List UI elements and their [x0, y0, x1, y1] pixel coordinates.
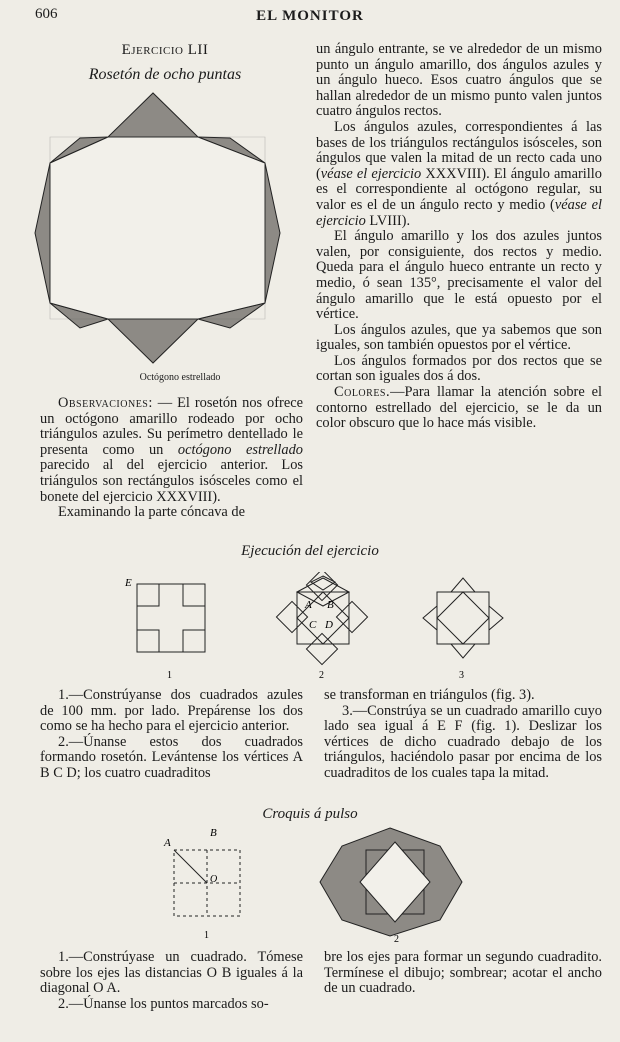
paragraph: 1.—Constrúyase un cuadrado. Tómese sobre los ejes las distancias O B iguales á la diagonal O A. [40, 949, 303, 997]
sketch-figures [150, 826, 490, 944]
letter-c: C [309, 619, 317, 631]
execution-title: Ejecución del ejercicio [241, 543, 379, 559]
text-run: XXXVIII). El ángulo amarillo es el correspondiente al octógono regular, su valor es el de un ángulo recto y medio ( [316, 165, 602, 213]
exercise-title: Ejercicio LII [121, 42, 209, 58]
triangle-bottom [108, 319, 198, 363]
octagon-star-figure [30, 88, 300, 368]
sketch-right-column [324, 950, 602, 997]
paragraph [316, 120, 602, 229]
execution-figures [115, 572, 515, 682]
text-run: LVIII). [365, 212, 411, 229]
figure-caption: Octógono estrellado [139, 372, 221, 383]
triangle-left [35, 163, 50, 303]
exercise-subtitle: Rosetón de ocho puntas [88, 66, 242, 83]
sketch-letter-o: O [210, 874, 218, 885]
paragraph: 2.—Únanse estos dos cuadrados formando rosetón. Levántense los vértices A B C D; los cuatro cuadraditos [40, 733, 303, 781]
paragraph: Los ángulos formados por dos rectos que se cortan son iguales dos á dos. [316, 352, 602, 385]
sketch-fig-2 [320, 826, 462, 936]
yellow-octagon [50, 137, 265, 319]
fig-label-2: 2 [319, 670, 324, 681]
execution-fig-1 [137, 584, 205, 652]
sketch-fig-label-2: 2 [394, 934, 399, 944]
paragraph: 1.—Constrúyanse dos cuadrados azules de 100 mm. por lado. Prepárense los dos como se ha hecho para el ejercicio anterior. [40, 687, 303, 735]
paragraph: Examinando la parte cóncava de [58, 504, 245, 521]
colores-label: Colores. [334, 384, 391, 401]
fig-label-1: 1 [167, 670, 172, 681]
paragraph: Los ángulos azules, que ya sabemos que son iguales, son también opuestos por el vértice. [316, 321, 602, 354]
letter-e: E [125, 577, 132, 589]
text-emphasis: octógono estrellado [177, 441, 303, 458]
fig-label-3: 3 [459, 670, 464, 681]
right-column [316, 42, 602, 432]
paragraph: El ángulo amarillo y los dos azules juntos valen, por consiguiente, dos rectos y medio. Queda para el ángulo hueco entrante un recto y medio, ó sean 135°, precisamente el valor del ángulo amarillo que le está opuesto por el vértice. [316, 228, 602, 323]
execution-fig-2 [276, 572, 367, 665]
text-run: — El rosetón nos ofrece un octógono amarillo rodeado por ocho triángulos azules. Su perímetro dentellado le presenta como un [40, 395, 303, 458]
letter-a: A [305, 599, 312, 611]
triangle-top [108, 93, 198, 137]
page-number: 606 [35, 6, 58, 22]
sketch-left-column [40, 950, 303, 1012]
left-column [40, 396, 303, 521]
paragraph: se transforman en triángulos (fig. 3). [324, 687, 535, 703]
letter-d: D [325, 619, 333, 631]
running-title: EL MONITOR [256, 8, 364, 24]
execution-right-column [324, 688, 602, 782]
sketch-letter-a: A [164, 837, 171, 849]
paragraph: bre los ejes para formar un segundo cuadradito. Termínese el dibujo; sombrear; acotar el ancho de un cuadrado. [324, 949, 602, 997]
paragraph: un ángulo entrante, se ve alrededor de un mismo punto un ángulo amarillo, dos ángulos azules y un ángulo hueco. Esos cuatro ángulos que se hallan alrededor de un mismo punto valen juntos cuatro ángulos rectos. [316, 41, 602, 120]
execution-left-column [40, 688, 303, 782]
sketch-fig-1 [174, 850, 240, 916]
letter-b: B [327, 599, 334, 611]
text-emphasis: véase el ejercicio [320, 165, 422, 182]
text-run: —Para llamar la atención sobre el contorno estrellado del ejercicio, se le da un color obscuro que lo hace más visible. [316, 384, 602, 432]
sketch-fig-label-1: 1 [204, 930, 209, 941]
text-run: parecido al del ejercicio anterior. Los triángulos son rectángulos isósceles como el bonete del ejercicio XXXVIII). [40, 457, 303, 505]
sketch-title: Croquis á pulso [262, 806, 358, 822]
text-emphasis: véase el ejercicio [316, 196, 602, 229]
execution-fig-3 [423, 578, 503, 658]
paragraph: 2.—Únanse los puntos marcados so- [58, 995, 269, 1012]
text-run: Los ángulos azules, correspondientes á las bases de los triángulos rectángulos isósceles, son ángulos que valen la mitad de un recto cada uno ( [316, 118, 602, 182]
paragraph [316, 385, 602, 432]
observaciones-label: Observaciones: [58, 395, 153, 411]
paragraph: 3.—Constrúya se un cuadrado amarillo cuyo lado sea igual á E F (fig. 1). Deslizar los vértices de dicho cuadrado debajo de los triángulos, haciéndolo pasar por encima de los cuadraditos de los cuales tapa la mitad. [324, 702, 602, 781]
triangle-right [265, 163, 280, 303]
sketch-letter-b: B [210, 827, 217, 839]
paragraph [40, 396, 303, 505]
